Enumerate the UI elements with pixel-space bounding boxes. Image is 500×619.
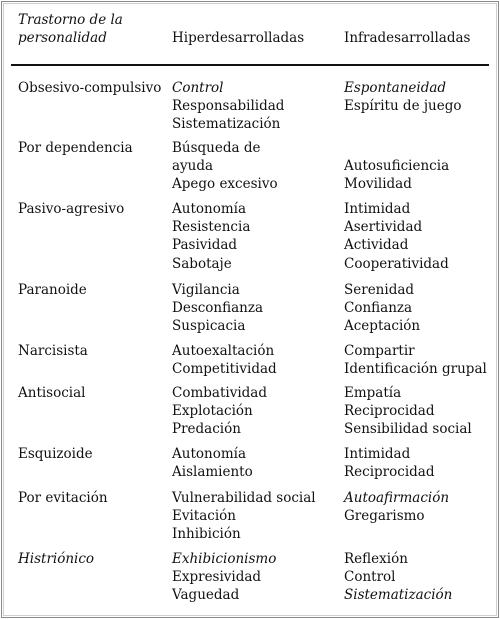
disorder-name: Antisocial [18,385,86,401]
trait: ayuda [172,158,214,175]
header-disorder [18,11,123,47]
hyper-traits [172,79,284,134]
disorder-name: Paranoide [18,282,87,298]
trait: Confianza [344,300,413,317]
trait: Exhibicionismo [172,551,277,567]
trait: Resistencia [172,219,251,236]
trait: Apego excesivo [172,176,278,193]
trait: Pasividad [172,237,238,254]
trait: Intimidad [344,201,411,217]
trait: Predación [172,421,241,438]
hyper-traits [172,342,277,378]
infra-traits [344,489,449,525]
trait: Control [172,80,224,96]
trait: Aislamiento [172,464,253,481]
header-rule [11,64,489,66]
trait: Aceptación [344,318,421,335]
trait: Autonomía [172,446,246,462]
trait: Identificación grupal [344,361,487,378]
trait: Suspicacia [172,318,246,335]
infra-traits [344,384,472,439]
hyper-traits [172,384,267,439]
trait: Asertividad [344,219,423,236]
trait: Reciprocidad [344,403,435,420]
trait: Sabotaje [172,255,232,272]
trait: Movilidad [344,176,412,193]
trait: Vulnerabilidad social [172,490,316,506]
infra-traits [344,342,487,378]
infra-traits [344,445,434,481]
trait: Desconfianza [172,300,264,317]
disorder-name: Por dependencia [18,140,133,156]
trait: Sensibilidad social [344,421,472,438]
trait: Compartir [344,343,415,359]
trait: Reciprocidad [344,464,435,481]
trait: Búsqueda de [172,140,261,156]
trait: Sistematización [344,587,453,604]
trait: Expresividad [172,569,262,586]
disorder-name: Por evitación [18,490,108,506]
disorder-name: Histriónico [18,551,95,567]
infra-traits [344,550,452,605]
disorder-name: Obsesivo-compulsivo [18,80,162,96]
trait: Sistematización [172,116,281,133]
trait: Serenidad [344,282,415,298]
trait: Vaguedad [172,587,240,604]
trait: Responsabilidad [172,98,285,115]
trait: Vigilancia [172,282,240,298]
trait: Intimidad [344,446,411,462]
hyper-traits [172,281,263,336]
trait: Evitación [172,508,236,525]
hyper-traits [172,445,253,481]
trait: Reflexión [344,551,408,567]
trait: Competitividad [172,361,277,378]
trait: Inhibición [172,526,241,543]
infra-traits [344,200,449,273]
trait: Espíritu de juego [344,98,462,115]
hyper-traits [172,550,276,605]
disorder-name: Pasivo-agresivo [18,201,125,217]
disorder-name: Esquizoide [18,446,93,462]
hyper-traits [172,139,278,194]
header-disorder-line-1: Trastorno de la [18,12,123,28]
infra-traits [344,281,420,336]
trait: Control [344,569,396,586]
hyper-traits [172,200,250,273]
infra-traits [344,79,462,115]
hyper-traits [172,489,316,544]
trait: Autosuficiencia [344,158,450,175]
disorder-name: Narcisista [18,343,88,359]
trait: Actividad [344,237,409,254]
infra-traits [344,139,449,194]
header-hyper: Hiperdesarrolladas [172,30,305,46]
trait: Espontaneidad [344,80,447,96]
header-disorder-line-2: personalidad [18,30,107,46]
trait: Explotación [172,403,253,420]
trait: Autoafirmación [344,490,450,506]
trait: Empatía [344,385,402,401]
trait: Gregarismo [344,508,425,525]
trait: Combatividad [172,385,267,401]
trait: Autoexaltación [172,343,275,359]
trait: Autonomía [172,201,246,217]
trait [344,139,449,157]
trait: Cooperatividad [344,255,449,272]
header-infra: Infradesarrolladas [344,30,471,46]
